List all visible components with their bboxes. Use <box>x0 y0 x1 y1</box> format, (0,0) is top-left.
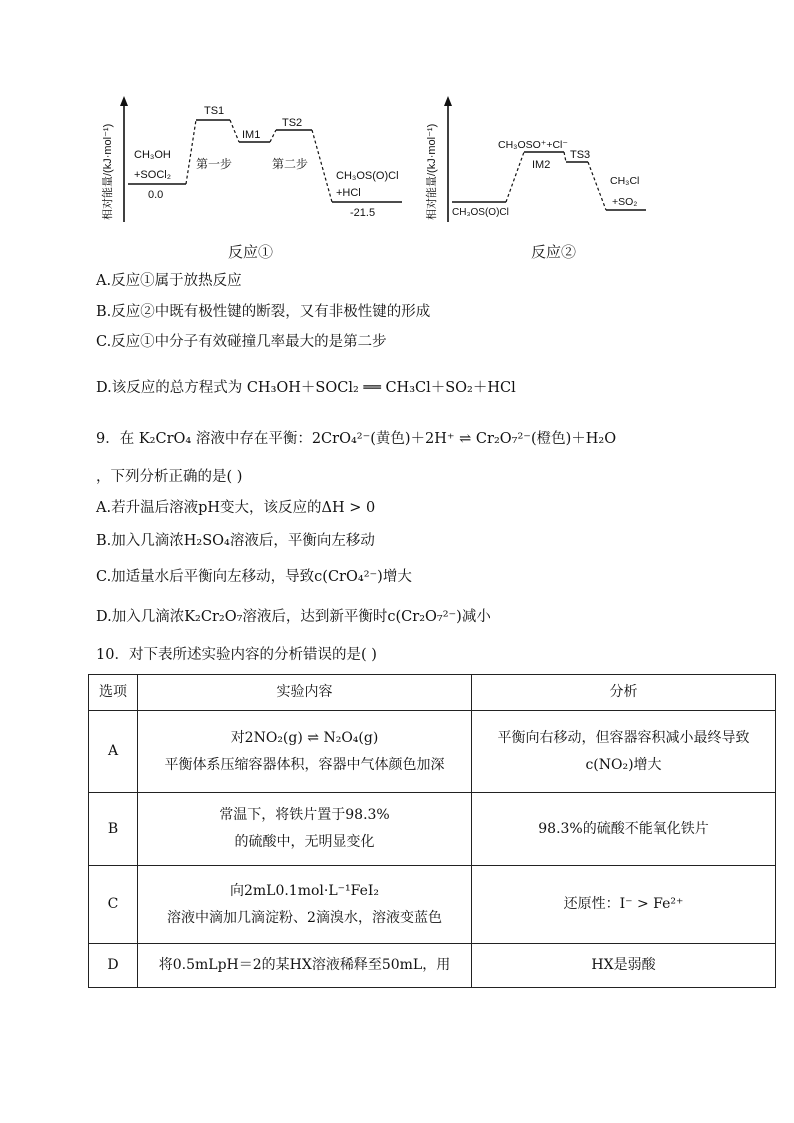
row-content <box>138 793 472 866</box>
im2-label: IM2 <box>532 159 551 171</box>
q8-option-c: C.反应①中分子有效碰撞几率最大的是第二步 <box>96 334 387 350</box>
q10-table <box>88 674 776 988</box>
row-analysis: HX是弱酸 <box>472 944 776 988</box>
caption-reaction-2: 反应② <box>531 243 577 261</box>
table-row <box>89 944 776 988</box>
caption-reaction-1: 反应① <box>228 243 274 261</box>
row-option: D <box>89 944 138 988</box>
product-label-1: CH₃OS(O)Cl <box>336 170 399 182</box>
product-energy: -21.5 <box>350 207 376 219</box>
header-option: 选项 <box>89 675 138 711</box>
ts2-label: TS2 <box>282 117 303 129</box>
header-analysis: 分析 <box>472 675 776 711</box>
intermediate-species-label: CH₃OSO⁺+Cl⁻ <box>498 139 568 151</box>
q8-option-d: D.该反应的总方程式为 CH₃OH＋SOCl₂ ══ CH₃Cl＋SO₂＋HCl <box>96 380 516 396</box>
q8-option-b: B.反应②中既有极性键的断裂，又有非极性键的形成 <box>96 304 431 320</box>
row-analysis: 还原性：I⁻ > Fe²⁺ <box>472 866 776 944</box>
product-label-2: +HCl <box>336 187 361 199</box>
table-row <box>89 711 776 793</box>
product-label-1: CH₃Cl <box>610 175 640 187</box>
row-content <box>138 866 472 944</box>
energy-diagram-reaction-2 <box>420 92 660 232</box>
row-option: A <box>89 711 138 793</box>
row-content: 将0.5mLpH＝2的某HX溶液稀释至50mL，用 <box>138 944 472 988</box>
analysis-line: c(NO₂)增大 <box>585 756 662 773</box>
content-line: 溶液中滴加几滴淀粉、2滴溴水，溶液变蓝色 <box>167 909 442 926</box>
content-line: 的硫酸中，无明显变化 <box>234 834 375 850</box>
product-label-2: +SO₂ <box>612 196 638 208</box>
content-line: 常温下，将铁片置于98.3% <box>219 807 390 823</box>
step1-label: 第一步 <box>196 157 233 171</box>
q9-stem-line-2: ，下列分析正确的是( ) <box>96 469 243 485</box>
reactant-label: CH₃OS(O)Cl <box>452 207 509 218</box>
ts3-label: TS3 <box>570 149 591 161</box>
q9-option-d: D.加入几滴浓K₂Cr₂O₇溶液后，达到新平衡时c(Cr₂O₇²⁻)减小 <box>96 609 491 625</box>
table-row <box>89 866 776 944</box>
row-option: B <box>89 793 138 866</box>
row-option: C <box>89 866 138 944</box>
ts1-label: TS1 <box>204 105 225 117</box>
connectors <box>506 152 606 210</box>
analysis-line: 平衡向右移动，但容器容积减小最终导致 <box>497 729 750 746</box>
y-axis-arrow <box>120 96 128 106</box>
content-line: 平衡体系压缩容器体积，容器中气体颜色加深 <box>164 756 445 773</box>
content-line: 对2NO₂(g) ⇌ N₂O₄(g) <box>230 729 379 746</box>
q9-option-b: B.加入几滴浓H₂SO₄溶液后，平衡向左移动 <box>96 533 375 549</box>
y-axis-label: 相对能量/(kJ·mol⁻¹) <box>426 123 438 220</box>
header-content: 实验内容 <box>138 675 472 711</box>
table-row <box>89 793 776 866</box>
q9-stem-line-1: 9．在 K₂CrO₄ 溶液中存在平衡：2CrO₄²⁻(黄色)＋2H⁺ ⇌ Cr₂O₇²⁻(橙色)＋H₂O <box>96 431 617 447</box>
reactant-label-1: CH₃OH <box>134 149 171 161</box>
reactant-label-2: +SOCl₂ <box>134 169 171 181</box>
y-axis-arrow <box>444 96 452 106</box>
q9-option-c: C.加适量水后平衡向左移动，导致c(CrO₄²⁻)增大 <box>96 569 412 585</box>
step2-label: 第二步 <box>272 157 309 171</box>
im1-label: IM1 <box>242 129 261 141</box>
row-analysis: 98.3%的硫酸不能氧化铁片 <box>472 793 776 866</box>
y-axis-label: 相对能量/(kJ·mol⁻¹) <box>102 123 114 220</box>
row-content <box>138 711 472 793</box>
q10-stem: 10．对下表所述实验内容的分析错误的是( ) <box>96 647 377 663</box>
reactant-energy: 0.0 <box>148 189 164 201</box>
q8-option-a: A.反应①属于放热反应 <box>96 273 242 289</box>
table-header-row <box>89 675 776 711</box>
row-analysis <box>472 711 776 793</box>
content-line: 向2mL0.1mol·L⁻¹FeI₂ <box>229 882 380 899</box>
q9-option-a: A.若升温后溶液pH变大，该反应的ΔH > 0 <box>96 500 376 516</box>
energy-diagram-reaction-1 <box>96 92 416 232</box>
